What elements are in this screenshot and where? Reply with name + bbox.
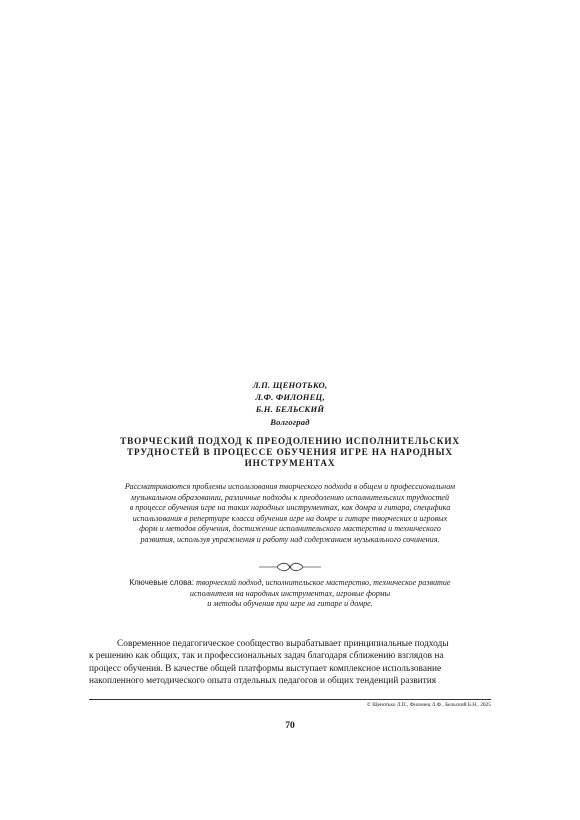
abstract-line: Рассматриваются проблемы использования творческого подхода в общем и профессиональном bbox=[124, 482, 456, 491]
article-title bbox=[100, 436, 480, 469]
abstract-line: развития, используя упражнения и работу над содержанием музыкального сочинения. bbox=[140, 534, 440, 544]
body-paragraph bbox=[89, 638, 491, 687]
body-line: Современное педагогическое сообщество вырабатывает принципиальные подходы bbox=[117, 639, 449, 649]
abstract bbox=[80, 482, 500, 546]
title-line: ТРУДНОСТЕЙ В ПРОЦЕССЕ ОБУЧЕНИЯ ИГРЕ НА НАРОДНЫХ bbox=[127, 447, 453, 457]
author-city: Волгоград bbox=[270, 416, 310, 427]
title-line: ИНСТРУМЕНТАХ bbox=[244, 458, 336, 468]
keywords-label: Ключевые слова: bbox=[129, 578, 194, 587]
keywords-first-line bbox=[80, 578, 500, 589]
abstract-line: музыкальном образовании, различные подходы к преодолению исполнительских трудностей bbox=[130, 492, 450, 502]
abstract-line: в процессе обучения игре на таких народных инструментах, как домра и гитара, специфика bbox=[129, 503, 451, 513]
author-block bbox=[0, 379, 580, 428]
decorative-flourish-icon bbox=[257, 561, 323, 573]
author-name: Б.Н. БЕЛЬСКИЙ bbox=[255, 404, 325, 415]
keywords-text: творческий подход, исполнительское мастерство, техническое развитие bbox=[195, 578, 451, 587]
title-line: ТВОРЧЕСКИЙ ПОДХОД К ПРЕОДОЛЕНИЮ ИСПОЛНИТЕЛЬСКИХ bbox=[120, 436, 460, 446]
abstract-line: использования в репертуаре класса обучения игре на домре и гитаре творческих и игровых bbox=[132, 513, 448, 523]
keywords-line: исполнителя на народных инструментах, игровые формы bbox=[189, 588, 391, 598]
author-name: Л.Ф. ФИЛОНЕЦ, bbox=[255, 392, 325, 403]
body-line: процесс обучения. В качестве общей платформы выступает комплексное использование bbox=[89, 663, 442, 674]
keywords bbox=[80, 578, 500, 610]
page-number: 70 bbox=[285, 720, 295, 731]
body-line: к решению как общих, так и профессиональных задач благодаря сближению взглядов на bbox=[89, 651, 444, 662]
copyright-notice: © Щенотько Л.П., Филонец Л.Ф., Бельский Б.Н., 2025 bbox=[366, 702, 491, 708]
footnote-divider bbox=[89, 699, 491, 700]
keywords-line: и методы обучения при игре на гитаре и домре. bbox=[207, 599, 373, 609]
abstract-line: форм и методов обучения, достижение исполнительского мастерства и технического bbox=[139, 524, 441, 534]
author-name: Л.П. ЩЕНОТЬКО, bbox=[252, 380, 328, 390]
body-line: накопленного методического опыта отдельных педагогов и общих тенденций развития bbox=[89, 675, 437, 686]
